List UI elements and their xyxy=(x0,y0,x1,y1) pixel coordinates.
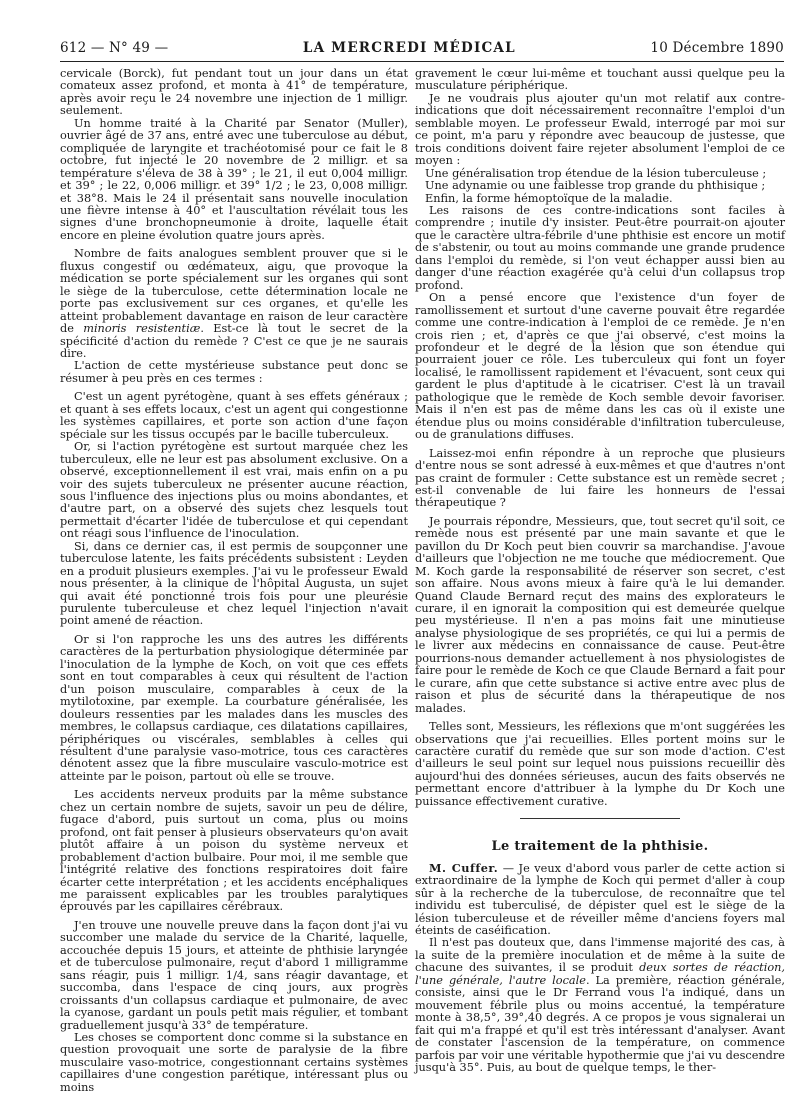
paragraph: Si, dans ce dernier cas, il est permis de soupçonner une tuberculose latente, les faits précédents subsistent : Leyden en a produit plusieurs exemples. J'ai vu le professeur Ewald nous présenter, à la clinique de l'hôpital Augusta, un sujet qui avait été ponctionné trois fois pour une pleurésie purulente tuberculeuse et chez lequel l'injection n'avait point amené de réaction. xyxy=(60,539,408,628)
list-item: Une généralisation trop étendue de la lésion tuberculeuse ; xyxy=(425,166,767,180)
paragraph: M. Cuffer. — Je veux d'abord vous parler de cette action si extraordinaire de la lymphe de Koch qui permet d'aller à coup sûr à la recherche de la tuberculose, de reconnaître que tel individu est tuberculisé, de dépister quel est le siège de la lésion tuberculeuse et de réveiller même d'anciens foyers mal éteints de caséification. xyxy=(415,860,785,937)
paragraph: On a pensé encore que l'existence d'un foyer de ramollissement et surtout d'une caverne pouvait être regardée comme une contre-indication à l'emploi de ce remède. Je n'en crois rien ; et, d'après ce que j'ai observé, c'est moins la profondeur et le degré de la lésion que son étendue qui pourraient jouer ce rôle. Les tuberculeux qui font un foyer localisé, le ramollissent rapidement et l'évacuent, sont ceux qui gardent le plus d'aptitude à le cicatriser. C'est là un travail pathologique que le remède de Koch semble devoir favoriser. Mais il n'en est pas de même dans les cas où il existe une étendue plus ou moins considérable d'infiltration tuberculeuse, ou de granulations diffuses. xyxy=(415,291,785,442)
paragraph: cervicale (Borck), fut pendant tout un jour dans un état comateux assez profond, et monta à 41° de température, après avoir reçu le 24 novembre une injection de 1 milligr. seulement. xyxy=(60,67,408,118)
right-column xyxy=(415,68,785,1074)
paragraph: L'action de cette mystérieuse substance peut donc se résumer à peu près en ces termes : xyxy=(60,359,408,385)
header-rule xyxy=(60,61,784,62)
paragraph: Les choses se comportent donc comme si la substance en question provoquait une sorte de paralysie de la fibre musculaire vaso-motrice, congestionnant certains systèmes capillaires d'une congestion parétique, intéressant plus ou moins xyxy=(60,1030,408,1094)
paragraph: Telles sont, Messieurs, les réflexions que m'ont suggérées les observations que j'ai recueillies. Elles portent moins sur le caractère curatif du remède que sur son mode d'action. C'est d'ailleurs le seul point sur lequel nous puissions recueillir dès aujourd'hui des données sérieuses, aucun des faits observés ne permettant encore d'attribuer à la lymphe du Dr Koch une puissance effectivement curative. xyxy=(415,720,785,808)
paragraph: C'est un agent pyrétogène, quant à ses effets généraux ; et quant à ses effets locaux, c'est un agent qui congestionne les systèmes capillaires, et porte son action d'une façon spéciale sur les tissus occupés par le bacille tuberculeux. xyxy=(60,390,408,441)
emphasis: deux sortes de réaction, l'une générale, l'autre locale xyxy=(415,961,786,987)
paragraph: Je pourrais répondre, Messieurs, que, tout secret qu'il soit, ce remède nous est présenté par une main savante et que le pavillon du Dr Koch peut bien couvrir sa marchandise. J'avoue d'ailleurs que l'objection ne me touche que médiocrement. Que M. Koch garde la responsabilité de réserver son secret, c'est son affaire. Nous avons mieux à faire qu'à le lui demander. Quand Claude Bernard reçut des mains des explorateurs le curare, il en ignorait la composition qui est demeurée quelque peu mystérieuse. Il n'en a pas moins fait une minutieuse analyse physiologique de ses propriétés, ce qui lui a permis de le livrer aux médecins en connaissance de cause. Peut-être pourrions-nous demander actuellement à nos physiologistes de faire pour le remède de Koch ce que Claude Bernard a fait pour le curare, afin que cette substance si active entre avec plus de raison et plus de sécurité dans la thérapeutique de nos malades. xyxy=(415,514,785,715)
journal-title: LA MERCREDI MÉDICAL xyxy=(302,40,516,56)
section-heading: Le traitement de la phthisie. xyxy=(491,839,709,855)
left-column xyxy=(60,68,408,1094)
contraindication-list xyxy=(415,168,785,205)
paragraph: Nombre de faits analogues semblent prouver que si le fluxus congestif ou œdémateux, aigu, que provoque la médication se porte spécialement sur les organes qui sont le siège de la tuberculose, cette détermination locale ne porte pas exclusivement sur ces organes, et qu'elle les atteint probablement davantage en raison de leur caractère de minoris resistentiæ. Est-ce là tout le secret de la spécificité d'action du remède ? C'est ce que je ne saurais dire. xyxy=(60,247,408,360)
paragraph: Laissez-moi enfin répondre à un reproche que plusieurs d'entre nous se sont adressé à eux-mêmes et que d'autres n'ont pas craint de formuler : Cette substance est un remède secret ; est-il convenable de lui faire les honneurs de l'essai thérapeutique ? xyxy=(415,446,785,510)
paragraph: gravement le cœur lui-même et touchant aussi quelque peu la musculature périphérique. xyxy=(415,67,785,93)
latin-term: minoris resistentiæ xyxy=(83,322,201,336)
list-item: Une adynamie ou une faiblesse trop grande du phthisique ; xyxy=(425,179,766,193)
paragraph: Or si l'on rapproche les uns des autres les différents caractères de la perturbation physiologique déterminée par l'inoculation de la lymphe de Koch, on voit que ces effets sont en tout comparables à ceux qui résultent de l'action d'un poison musculaire, comparables à ceux de la mytilotoxine, par exemple. La courbature généralisée, les douleurs ressenties par les malades dans les muscles des membres, le collapsus cardiaque, ces dilatations capillaires, périphériques ou viscérales, semblables à celles qui résultent d'une paralysie vaso-motrice, tous ces caractères dénotent assez que la fibre musculaire vasculo-motrice est atteinte par le poison, partout où elle se trouve. xyxy=(60,632,408,783)
paragraph: Les raisons de ces contre-indications sont faciles à comprendre ; inutile d'y insister. Peut-être pourrait-on ajouter que le caractère ultra-fébrile d'une phthisie est encore un motif de s'abstenir, ou tout au moins commande une grande prudence dans l'emploi du remède, si l'on veut échapper aussi bien au danger d'une réaction exagérée qu'à celui d'un collapsus trop profond. xyxy=(415,203,785,292)
list-item: Enfin, la forme hémoptoïque de la maladie. xyxy=(425,191,673,205)
paragraph: Un homme traité à la Charité par Senator (Muller), ouvrier âgé de 37 ans, entré avec une tuberculose au début, compliquée de laryngite et trachéotomisé pour ce fait le 8 octobre, fut injecté le 20 novembre de 2 milligr. et sa température s'éleva de 38 à 39° ; le 21, il eut 0,004 milligr. et 39° ; le 22, 0,006 milligr. et 39° 1/2 ; le 23, 0,008 milligr. et 38°8. Mais le 24 il présentait sans nouvelle inoculation une fièvre intense à 40° et l'auscultation révélait tous les signes d'une bronchopneumonie à droite, laquelle était encore en pleine évolution quatre jours après. xyxy=(60,116,408,242)
paragraph: Je ne voudrais plus ajouter qu'un mot relatif aux contre-indications que doit nécessairement reconnaître l'emploi d'un semblable moyen. Le professeur Ewald, interrogé par moi sur ce point, m'a paru y répondre avec beaucoup de justesse, que trois conditions doivent faire rejeter absolument l'emploi de ce moyen : xyxy=(415,91,785,168)
paragraph: Il n'est pas douteux que, dans l'immense majorité des cas, à la suite de la première inoculation et de même à la suite de chacune des suivantes, il se produit deux sortes de réaction, l'une générale, l'autre locale. La première, réaction générale, consiste, ainsi que le Dr Ferrand vous l'a indiqué, dans un mouvement fébrile plus ou moins accentué, la température monte à 38,5°, 39°,40 degrés. A ce propos je vous signalerai un fait qui m'a frappé et qu'il est très intéressant d'analyser. Avant de constater l'ascension de la température, on commence parfois par voir une véritable hypothermie que j'ai vu descendre jusqu'à 35°. Puis, au bout de quelque temps, le ther- xyxy=(415,936,786,1074)
issue-date: 10 Décembre 1890 xyxy=(650,40,784,56)
paragraph: Or, si l'action pyrétogène est surtout marquée chez les tuberculeux, elle ne leur est pas absolument exclusive. On a observé, exceptionnellement il est vrai, mais enfin on a pu voir des sujets tuberculeux ne présenter aucune réaction, sous l'influence des injections plus ou moins abondantes, et d'autre part, on a observé des sujets chez lesquels tout permettait d'écarter l'idée de tuberculose et qui cependant ont réagi sous l'influence de l'inoculation. xyxy=(60,440,408,541)
section-divider xyxy=(520,818,680,819)
page-number: 612 — N° 49 — xyxy=(60,40,169,56)
page-header xyxy=(60,38,784,58)
speaker-name: M. Cuffer. xyxy=(429,860,499,875)
paragraph: Les accidents nerveux produits par la même substance chez un certain nombre de sujets, savoir un peu de délire, fugace d'abord, puis surtout un coma, plus ou moins profond, ont fait penser à plusieurs observateurs qu'on avait plutôt affaire à un poison du système nerveux et probablement d'action bulbaire. Pour moi, il me semble que l'intégrité relative des fonctions respiratoires doit faire écarter cette interprétation ; et les accidents encéphaliques me paraissent explicables par les troubles paralytiques éprouvés par les capillaires cérébraux. xyxy=(60,788,408,914)
paragraph: J'en trouve une nouvelle preuve dans la façon dont j'ai vu succomber une malade du service de la Charité, laquelle, accouchée depuis 15 jours, et atteinte de phthisie laryngée et de tuberculose pulmonaire, reçut d'abord 1 milligramme sans réagir, puis 1 milligr. 1/4, sans réagir davantage, et succomba, dans l'espace de cinq jours, aux progrès croissants d'un collapsus cardiaque et pulmonaire, de avec la cyanose, gardant un pouls petit mais régulier, et tombant graduellement jusqu'à 33° de température. xyxy=(60,918,408,1032)
